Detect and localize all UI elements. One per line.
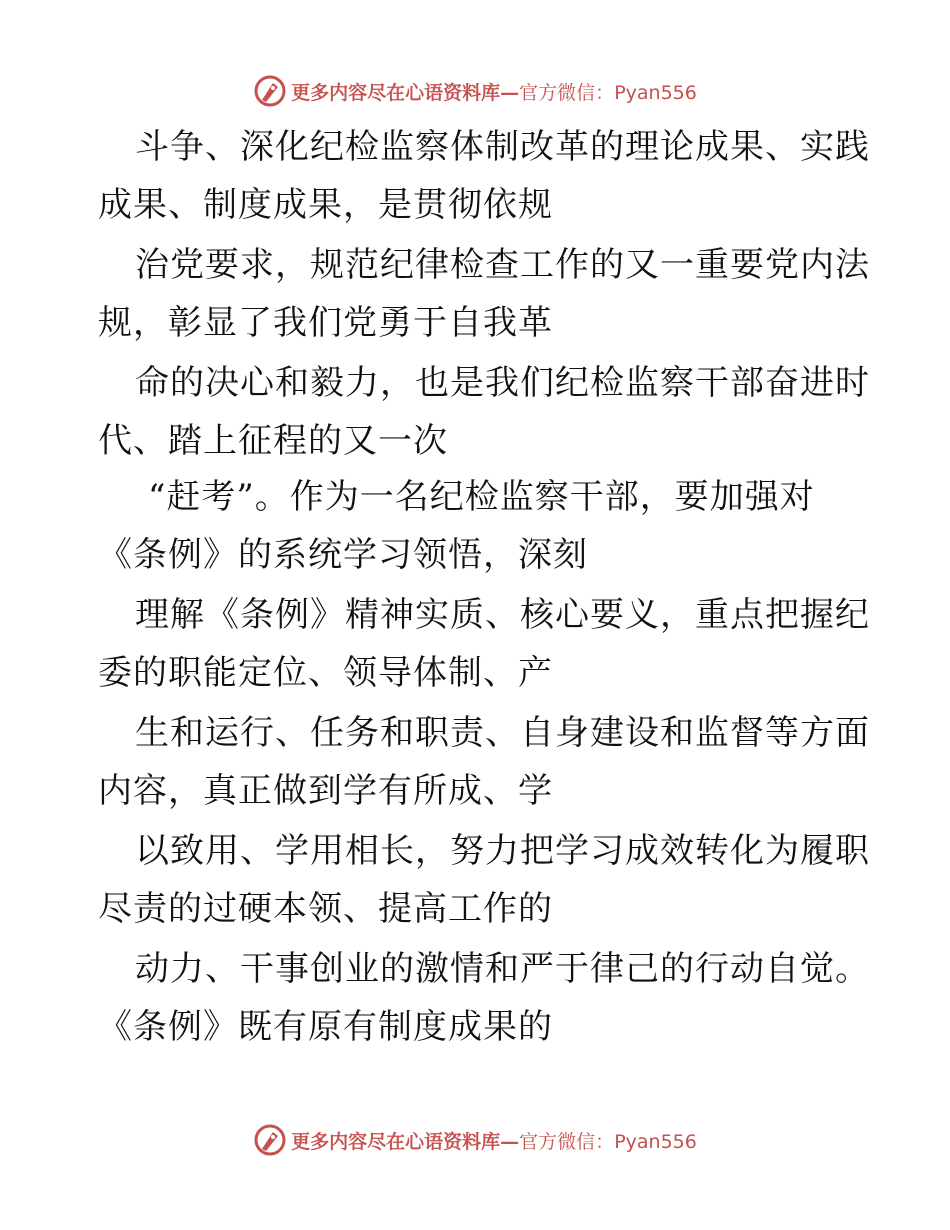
body-line: 内容，真正做到学有所成、学 (98, 771, 553, 811)
body-line: 以致用、学用相长，努力把学习成效转化为履职 (135, 831, 870, 871)
body-line: 委的职能定位、领导体制、产 (98, 653, 553, 693)
body-line: 生和运行、任务和职责、自身建设和监督等方面 (135, 713, 870, 753)
body-line: 《条例》的系统学习领悟，深刻 (98, 535, 588, 575)
body-line: 《条例》既有原有制度成果的 (98, 1007, 553, 1047)
body-line: 斗争、深化纪检监察体制改革的理论成果、实践 (135, 127, 870, 167)
footer-watermark (0, 1118, 950, 1162)
body-line: 成果、制度成果，是贯彻依规 (98, 185, 553, 225)
pen-nib-logo-icon (253, 1123, 287, 1157)
body-line: 命的决心和毅力，也是我们纪检监察干部奋进时 (135, 363, 870, 403)
body-line: 代、踏上征程的又一次 (98, 421, 448, 461)
body-line: 治党要求，规范纪律检查工作的又一重要党内法 (135, 245, 870, 285)
body-line: 规，彰显了我们党勇于自我革 (98, 303, 553, 343)
watermark-text: 更多内容尽在心语资料库—官方微信：Pyan556 (291, 1130, 697, 1153)
header-watermark (0, 69, 950, 113)
body-line: “赶考”。作为一名纪检监察干部，要加强对 (148, 477, 815, 517)
body-line: 尽责的过硬本领、提高工作的 (98, 889, 553, 929)
watermark-text: 更多内容尽在心语资料库—官方微信：Pyan556 (291, 81, 697, 104)
body-line: 动力、干事创业的激情和严于律己的行动自觉。 (135, 949, 870, 989)
pen-nib-logo-icon (253, 74, 287, 108)
body-line: 理解《条例》精神实质、核心要义，重点把握纪 (135, 595, 870, 635)
